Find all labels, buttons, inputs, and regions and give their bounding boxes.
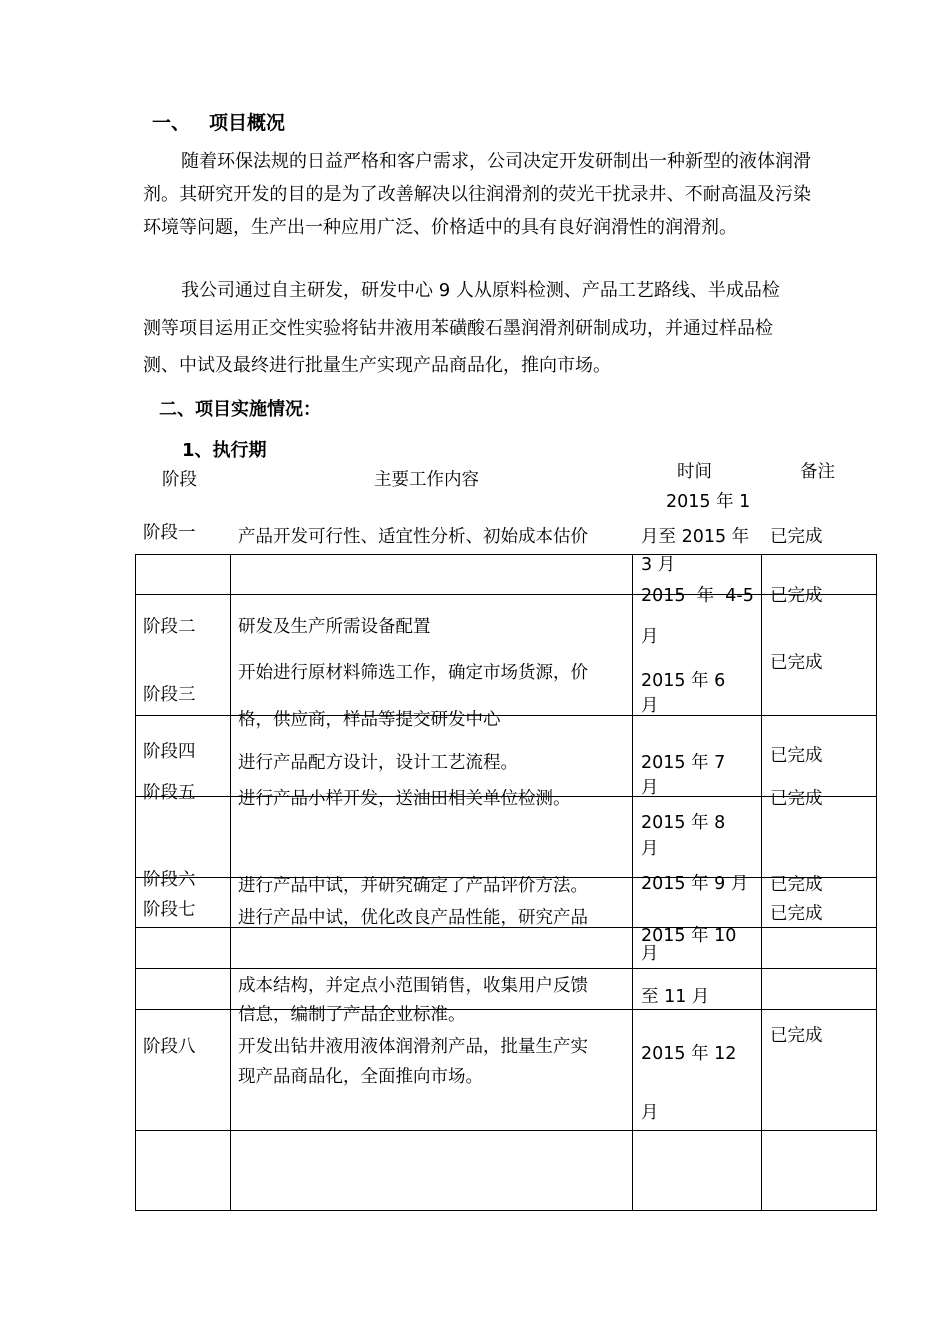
row7-stage: 阶段七	[143, 900, 196, 920]
row2-time-line-2: 月	[641, 627, 659, 647]
section2-subtitle-execution-period: 1、执行期	[182, 440, 267, 461]
row4-content: 进行产品配方设计，设计工艺流程。	[238, 753, 518, 773]
row5-time-line-1: 2015 年 8	[641, 813, 726, 833]
table-line	[135, 968, 876, 969]
row4-stage: 阶段四	[143, 742, 196, 762]
row7-content-line-2: 成本结构，并定点小范围销售，收集用户反馈	[238, 976, 588, 996]
table-line	[135, 554, 136, 1211]
row1-stage: 阶段一	[143, 523, 196, 543]
row8-stage: 阶段八	[143, 1037, 196, 1057]
table-line	[135, 594, 876, 595]
table-header-time: 时间	[677, 462, 712, 482]
row4-note: 已完成	[770, 746, 823, 766]
row1-content: 产品开发可行性、适宜性分析、初始成本估价	[238, 527, 588, 547]
row3-time-line-1: 2015 年 6	[641, 671, 726, 691]
row8-content-line-1: 开发出钻井液用液体润滑剂产品，批量生产实	[238, 1037, 588, 1057]
row7-time-line-3: 至 11 月	[641, 987, 710, 1007]
section1-paragraph-2-line-3: 测、中试及最终进行批量生产实现产品商品化，推向市场。	[143, 355, 611, 376]
section1-title: 项目概况	[209, 112, 286, 134]
row7-note: 已完成	[770, 904, 823, 924]
row8-note: 已完成	[770, 1026, 823, 1046]
section1-paragraph-2-line-2: 测等项目运用正交性实验将钻井液用苯磺酸石墨润滑剂研制成功，并通过样品检	[143, 318, 773, 339]
row3-stage: 阶段三	[143, 685, 196, 705]
row3-time-line-2: 月	[641, 696, 659, 716]
row5-note: 已完成	[770, 789, 823, 809]
row7-content-line-3: 信息，编制了产品企业标准。	[238, 1005, 466, 1025]
row5-stage: 阶段五	[143, 783, 196, 803]
row8-time-line-2: 月	[641, 1103, 659, 1123]
table-line	[761, 554, 762, 1211]
table-line	[876, 554, 877, 1211]
row3-content-line-2: 格，供应商，样品等提交研发中心	[238, 710, 501, 730]
row8-time-line-1: 2015 年 12	[641, 1044, 737, 1064]
row3-note: 已完成	[770, 653, 823, 673]
row5-content: 进行产品小样开发，送油田相关单位检测。	[238, 789, 571, 809]
section1-paragraph-1: 随着环保法规的日益严格和客户需求，公司决定开发研制出一种新型的液体润滑剂。其研究开发的目的是为了改善解决以往润滑剂的荧光干扰录井、不耐高温及污染环境等问题，生产出一种应用广泛、价格适中的具有良好润滑性的润滑剂。	[143, 151, 811, 238]
row7-time-line-1: 2015 年 10	[641, 926, 737, 946]
row4-time-line-1: 2015 年 7	[641, 753, 726, 773]
row6-note: 已完成	[770, 875, 823, 895]
row2-content: 研发及生产所需设备配置	[238, 617, 431, 637]
table-line	[135, 1130, 876, 1131]
row7-time-line-2: 月	[641, 944, 659, 964]
row6-stage: 阶段六	[143, 870, 196, 890]
row3-content-line-1: 开始进行原材料筛选工作，确定市场货源，价	[238, 663, 588, 683]
table-header-content: 主要工作内容	[374, 470, 479, 490]
row6-time: 2015 年 9 月	[641, 874, 749, 894]
row5-time-line-2: 月	[641, 839, 659, 859]
row1-time-line-1: 2015 年 1	[666, 492, 751, 512]
row1-note: 已完成	[770, 527, 823, 547]
table-header-note: 备注	[800, 462, 835, 482]
row7-content-line-1: 进行产品中试，优化改良产品性能，研究产品	[238, 908, 588, 928]
row2-note: 已完成	[770, 586, 823, 606]
table-line	[632, 554, 633, 1211]
row2-time-line-1: 2015 年 4-5	[641, 586, 754, 606]
table-header-stage: 阶段	[162, 470, 197, 490]
table-line	[135, 1210, 876, 1211]
table-line	[135, 554, 876, 555]
row4-time-line-2: 月	[641, 778, 659, 798]
section2-title: 二、项目实施情况：	[159, 399, 321, 420]
row8-content-line-2: 现产品商品化，全面推向市场。	[238, 1067, 483, 1087]
row2-stage: 阶段二	[143, 617, 196, 637]
table-line	[230, 554, 231, 1211]
section1-paragraph-2-line-1: 我公司通过自主研发，研发中心 9 人从原料检测、产品工艺路线、半成品检	[181, 280, 780, 301]
row6-content: 进行产品中试，并研究确定了产品评价方法。	[238, 876, 588, 896]
section1-number: 一、	[152, 112, 191, 134]
row1-time-line-3: 3 月	[641, 555, 676, 575]
row1-time-line-2: 月至 2015 年	[641, 527, 750, 547]
